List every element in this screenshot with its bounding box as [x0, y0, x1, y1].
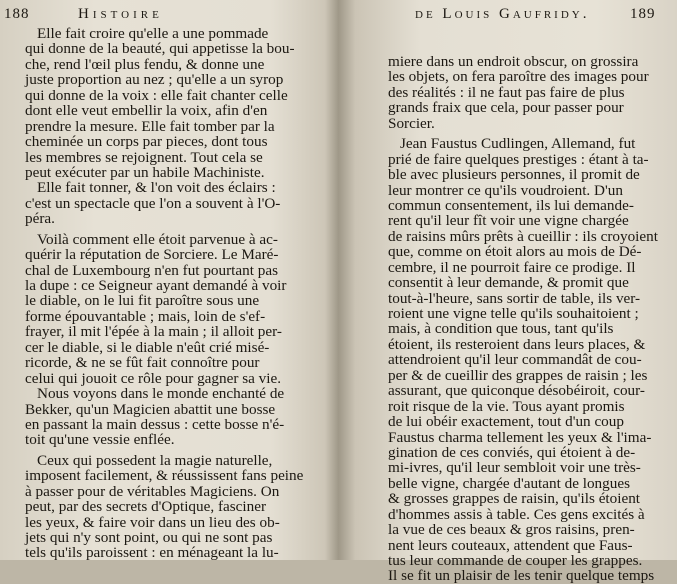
text-line: tus leur commande de couper les grappes. — [388, 552, 643, 569]
text-line: étoient, ils resteroient dans leurs places, & — [388, 335, 646, 353]
text-line: miere dans un endroit obscur, on grossira — [388, 53, 639, 70]
text-line: péra. — [25, 210, 55, 228]
text-line: per & de cueillir des grappes de raisin ; les — [388, 366, 648, 384]
text-line: ricorde, & ne se fût fait connoître pour — [25, 354, 260, 372]
text-line: de raisins mûrs prêts à cueillir : ils croyoient — [388, 227, 658, 245]
text-line: Bekker, qu'un Magicien abattit une bosse — [25, 400, 276, 418]
text-line: tout-à-l'heure, sans sortir de table, ils ver- — [388, 289, 641, 307]
text-line: frayer, il mit l'épée à la main ; il alloit per- — [25, 323, 282, 341]
text-line: à passer pour de véritables Magiciens. On — [25, 482, 280, 500]
page-number: 188 — [4, 6, 30, 22]
text-line: Nous voyons dans le monde enchanté de — [37, 385, 285, 403]
text-line: mais, à condition que tous, tant qu'ils — [388, 320, 614, 338]
text-line: c'est un spectacle que l'on a souvent à l'O- — [25, 194, 281, 212]
text-line: roient une vigne telle qu'ils souhaitoient ; — [388, 305, 639, 322]
text-line: cheminée un corps par pieces, dont tous — [25, 133, 268, 151]
text-line: prié de faire quelques prestiges : étant à ta- — [388, 150, 649, 168]
text-line: Il se fit un plaisir de les tenir quelque temps — [388, 567, 655, 584]
running-title: de Louis Gaufridy. — [415, 6, 590, 22]
page-number: 189 — [630, 6, 656, 22]
running-title: Histoire — [78, 6, 163, 22]
text-line: nent leurs couteaux, attendent que Faus- — [388, 536, 633, 554]
text-line: imposent facilement, & réussissent fans peine — [25, 467, 304, 485]
text-line: ble avec plusieurs personnes, il promit de — [388, 166, 640, 184]
text-line: attendroient qu'il leur commandât de cou- — [388, 351, 642, 369]
text-line: de lui obéir exactement, tout d'un coup — [388, 413, 624, 431]
text-line: Jean Faustus Cudlingen, Allemand, fut — [400, 135, 636, 153]
text-line: Sorcier. — [388, 114, 435, 132]
text-line: consentit à leur demande, & promit que — [388, 274, 629, 292]
text-line: Elle fait tonner, & l'on voit des éclairs : — [37, 179, 276, 197]
text-line: mi-ivres, qu'il leur sembloit voir une très- — [388, 459, 641, 477]
right-page-text — [341, 54, 671, 584]
text-line: les objets, on fera paroître des images pour — [388, 68, 649, 86]
text-line: peut, par des secrets d'Optique, fasciner — [25, 498, 267, 516]
text-line: qui donne de la voix : elle fait chanter celle — [25, 86, 288, 104]
text-line: chal de Luxembourg n'en fut pourtant pas — [25, 261, 278, 279]
text-line: Elle fait croire qu'elle a une pommade — [37, 25, 269, 42]
text-line: rent qu'il leur fît voir une vigne chargée — [388, 212, 629, 230]
text-line: que, comme on étoit alors au mois de Dé- — [388, 243, 642, 261]
text-line: d'hommes assis à table. Ces gens excités à — [388, 505, 645, 523]
text-line: commun consentement, ils lui demande- — [388, 196, 634, 214]
text-line: jets qui n'y sont point, ou qui ne sont pas — [25, 529, 273, 546]
text-line: Voilà comment elle étoit parvenue à ac- — [37, 230, 278, 248]
text-line: tels qu'ils paroissent : en ménageant la lu- — [25, 544, 279, 562]
text-line: cembre, il ne pourroit faire ce prodige. Il — [388, 258, 636, 276]
text-line: forme épouvantable ; mais, loin de s'ef- — [25, 307, 266, 325]
text-line: peut exécuter par un habile Machiniste. — [25, 163, 265, 181]
text-line: cer le diable, si le diable n'eût crié misé- — [25, 338, 270, 356]
text-line: la vue de ces beaux & gros raisins, pren- — [388, 521, 635, 539]
text-line: prendre la mesure. Elle fait tomber par la — [25, 117, 275, 135]
text-line: leur montrer ce qu'ils voudroient. D'un — [388, 181, 623, 199]
text-line: le diable, on le lui fit paroître sous une — [25, 292, 260, 310]
text-line: grands fraix que cela, pour passer pour — [388, 99, 624, 117]
text-line: en passant la main dessus : cette bosse n'é- — [25, 415, 285, 433]
text-line: belle vigne, chargée d'autant de longues — [388, 474, 630, 492]
text-line: toit qu'une vessie enflée. — [25, 431, 175, 449]
text-line: dont elle veut embellir la voix, afin d'en — [25, 102, 268, 120]
text-line: & grosses grappes de raisin, qu'ils étoient — [388, 490, 641, 508]
text-line: che, rend l'œil plus fendu, & donne une — [25, 55, 265, 73]
left-page — [0, 0, 336, 560]
left-page-text — [0, 26, 315, 561]
text-line: la dupe : ce Seigneur ayant demandé à voir — [25, 277, 287, 294]
text-line: Faustus charma tellement les yeux & l'ima- — [388, 428, 652, 446]
text-line: les yeux, & faire voir dans un lieu des ob- — [25, 513, 280, 531]
text-line: celui qui jouoit ce rôle pour gagner sa vie. — [25, 369, 281, 387]
text-line: qui donne de la beauté, qui appetisse la bou- — [25, 40, 295, 58]
right-page — [341, 0, 677, 584]
text-line: gination de ces conviés, qui étoient à de- — [388, 443, 636, 461]
text-line: quérir la réputation de Sorciere. Le Maré- — [25, 246, 279, 264]
text-line: assurant, que quiconque désobéiroit, cour- — [388, 382, 645, 400]
text-line: des réalités : il ne faut pas faire de plus — [388, 83, 625, 101]
text-line: Ceux qui possedent la magie naturelle, — [37, 451, 273, 469]
text-line: les membres se rejoignent. Tout cela se — [25, 148, 263, 166]
text-line: roit risque de la vie. Tous ayant promis — [388, 397, 625, 415]
text-line: juste proportion au nez ; qu'elle a un syrop — [25, 71, 284, 89]
